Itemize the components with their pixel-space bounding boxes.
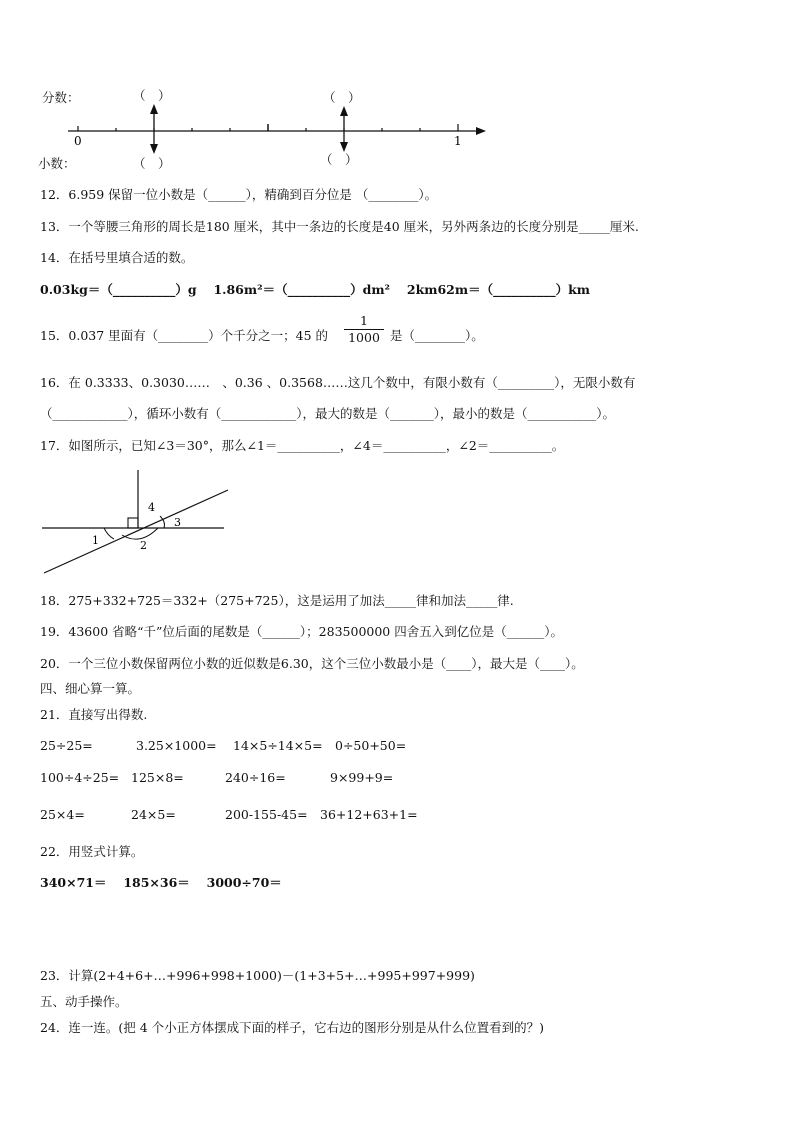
numberline-blank-bottom-1: （ ）	[133, 156, 171, 171]
calc-r2-c3: 240÷16=	[225, 770, 286, 785]
calc-r3-c4: 36+12+63+1=	[320, 807, 418, 822]
question-15-before: 15．0.037 里面有（________）个千分之一；45 的	[40, 328, 329, 343]
question-12: 12．6.959 保留一位小数是（______），精确到百分位是 （________）。	[40, 187, 438, 202]
question-15-fraction	[344, 313, 384, 346]
question-16-line2: （____________），循环小数有（____________），最大的数是（_______），最小的数是（___________）。	[40, 406, 616, 421]
calc-r1-c4: 0÷50+50=	[335, 738, 407, 753]
calc-r2-c4: 9×99+9=	[330, 770, 394, 785]
numberline-blank-top-2: （ ）	[323, 90, 361, 105]
angle-label-4: 4	[148, 501, 155, 514]
question-22: 22．用竖式计算。	[40, 844, 144, 859]
calc-r1-c3: 14×5÷14×5=	[233, 738, 323, 753]
question-24: 24．连一连。(把 4 个小正方体摆成下面的样子，它右边的图形分别是从什么位置看到的？)	[40, 1020, 545, 1035]
question-23: 23．计算(2+4+6+…+996+998+1000)－(1+3+5+…+995+997+999)	[40, 968, 475, 983]
number-line	[0, 0, 794, 200]
angle-label-1: 1	[92, 534, 99, 547]
question-18: 18．275+332+725＝332+（275+725），这是运用了加法_____律和加法_____律.	[40, 593, 514, 608]
numberline-label-fraction: 分数：	[42, 90, 80, 105]
question-14-items: 0.03kg＝（__________）g 1.86m²＝（__________）dm² 2km62m＝（__________）km	[40, 282, 590, 297]
calc-r2-c2: 125×8=	[131, 770, 184, 785]
fraction-numerator: 1	[344, 313, 384, 330]
angle-figure	[0, 460, 260, 580]
question-19: 19．43600 省略“千”位后面的尾数是（______）；283500000 四舍五入到亿位是（______）。	[40, 624, 563, 639]
calc-r1-c1: 25÷25=	[40, 738, 93, 753]
numberline-blank-top-1: （ ）	[133, 88, 171, 103]
question-14: 14．在括号里填合适的数。	[40, 250, 194, 265]
question-22-items: 340×71＝ 185×36＝ 3000÷70＝	[40, 875, 282, 890]
angle-label-2: 2	[140, 539, 147, 552]
question-17: 17．如图所示，已知∠3＝30°，那么∠1＝__________，∠4＝__________，∠2＝__________。	[40, 438, 565, 453]
tick-label-one: 1	[454, 134, 462, 148]
section-4-heading: 四、细心算一算。	[40, 681, 141, 696]
question-21: 21．直接写出得数.	[40, 707, 148, 722]
question-15-after: 是（________）。	[390, 328, 484, 343]
numberline-label-decimal: 小数：	[38, 156, 76, 171]
calc-r3-c3: 200-155-45=	[225, 807, 308, 822]
question-13: 13．一个等腰三角形的周长是180 厘米，其中一条边的长度是40 厘米，另外两条边的长度分别是_____厘米.	[40, 219, 639, 234]
numberline-blank-bottom-2: （ ）	[320, 152, 358, 167]
question-16-line1: 16．在 0.3333、0.3030…… 、0.36 、0.3568……这几个数中，有限小数有（_________），无限小数有	[40, 375, 636, 390]
fraction-denominator: 1000	[348, 330, 380, 345]
calc-r1-c2: 3.25×1000=	[136, 738, 217, 753]
tick-label-zero: 0	[74, 134, 82, 148]
calc-r3-c1: 25×4=	[40, 807, 85, 822]
calc-r3-c2: 24×5=	[131, 807, 176, 822]
angle-label-3: 3	[174, 516, 181, 529]
question-20: 20．一个三位小数保留两位小数的近似数是6.30，这个三位小数最小是（____），最大是（____）。	[40, 656, 584, 671]
section-5-heading: 五、动手操作。	[40, 994, 128, 1009]
calc-r2-c1: 100÷4÷25=	[40, 770, 120, 785]
